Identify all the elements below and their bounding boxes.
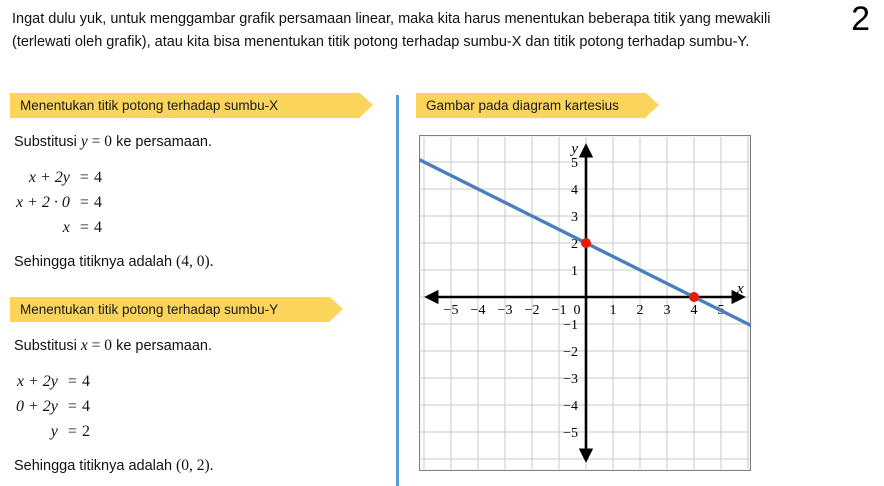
conclusion-prefix-y: Sehingga titiknya adalah: [14, 458, 177, 474]
equation-rhs: 4: [81, 397, 90, 415]
y-tick-label: −3: [563, 372, 578, 387]
x-tick-label: −5: [443, 303, 459, 318]
equation-row: [16, 419, 90, 444]
y-tick-label: 2: [571, 237, 578, 252]
x-tick-label: −3: [497, 303, 513, 318]
x-tick-label: 0: [573, 303, 581, 318]
equation-block-x: [16, 165, 102, 240]
banner-graph: [416, 93, 646, 118]
banner-arrow-icon: [330, 297, 343, 321]
equation-rel: =: [67, 397, 77, 415]
banner-y-intercept: [10, 297, 330, 322]
substitution-suffix-x: ke persamaan.: [112, 134, 212, 150]
vertical-divider: [396, 95, 399, 486]
equation-lhs: x + 2 · 0: [16, 193, 70, 211]
equation-row: [16, 394, 90, 419]
conclusion-prefix-x: Sehingga titiknya adalah: [14, 254, 177, 270]
y-tick-label: 3: [571, 210, 578, 225]
y-tick-label: 1: [571, 264, 578, 279]
equation-row: [16, 190, 102, 215]
substitution-line-y: [14, 337, 212, 355]
equation-rel: =: [79, 168, 89, 186]
cartesian-graph-svg: [419, 135, 751, 471]
y-tick-label: −1: [563, 318, 578, 333]
intro-paragraph: Ingat dulu yuk, untuk menggambar grafik persamaan linear, maka kita harus menentukan beberapa titik yang mewakili (terlewati oleh grafik), atau kita bisa menentukan titik potong terhadap sumbu-X dan titik potong terhadap sumbu-Y.: [12, 11, 771, 50]
substitution-value-x: 0: [104, 133, 113, 150]
x-tick-label: −1: [551, 303, 567, 318]
equation-block-y: [16, 369, 90, 444]
x-axis-label: x: [737, 281, 744, 297]
x-tick-label: 1: [609, 303, 617, 318]
y-tick-label: −2: [563, 345, 578, 360]
substitution-prefix-y: Substitusi: [14, 338, 81, 354]
banner-graph-label: Gambar pada diagram kartesius: [426, 98, 619, 113]
equation-row: [16, 215, 102, 240]
x-tick-label: 3: [663, 303, 671, 318]
equation-rhs: 2: [81, 422, 90, 440]
banner-x-intercept: [10, 93, 360, 118]
x-tick-label: 4: [690, 303, 698, 318]
equation-rhs: 4: [81, 372, 90, 390]
y-tick-label: 5: [571, 156, 578, 171]
substitution-prefix-x: Substitusi: [14, 134, 81, 150]
substitution-suffix-y: ke persamaan.: [112, 338, 212, 354]
x-tick-label: 2: [636, 303, 644, 318]
intro-block: [12, 8, 824, 54]
equation-rhs: 4: [93, 218, 102, 236]
y-axis-label: y: [571, 141, 578, 157]
equation-lhs: x + 2y: [16, 372, 58, 390]
data-point-marker: [689, 292, 699, 302]
page-number: 2: [851, 0, 870, 38]
equation-rel: =: [79, 218, 89, 236]
banner-y-intercept-label: Menentukan titik potong terhadap sumbu-Y: [20, 302, 279, 317]
substitution-rel-x: =: [87, 133, 105, 150]
substitution-var-x: y: [80, 133, 88, 150]
equation-lhs: x + 2y: [28, 168, 70, 186]
x-tick-label: −2: [524, 303, 540, 318]
cartesian-graph: [419, 135, 751, 471]
equation-rel: =: [67, 422, 77, 440]
substitution-rel-y: =: [87, 337, 105, 354]
equation-row: [16, 165, 102, 190]
banner-arrow-icon: [360, 93, 373, 117]
equation-rel: =: [79, 193, 89, 211]
y-tick-label: −4: [563, 399, 578, 414]
equation-lhs: y: [50, 422, 58, 440]
equation-rhs: 4: [93, 168, 102, 186]
substitution-value-y: 0: [104, 337, 113, 354]
equation-row: [16, 369, 90, 394]
conclusion-point-y: (0, 2).: [176, 457, 214, 474]
substitution-line-x: [14, 133, 212, 151]
equation-lhs: x: [62, 218, 70, 236]
y-tick-label: 4: [571, 183, 578, 198]
x-tick-label: −4: [470, 303, 486, 318]
equation-rel: =: [67, 372, 77, 390]
equation-rhs: 4: [93, 193, 102, 211]
data-point-marker: [581, 238, 591, 248]
equation-lhs: 0 + 2y: [16, 397, 58, 415]
banner-x-intercept-label: Menentukan titik potong terhadap sumbu-X: [20, 98, 279, 113]
banner-arrow-icon: [646, 93, 659, 117]
conclusion-point-x: (4, 0).: [176, 253, 214, 270]
conclusion-x: [14, 253, 214, 271]
conclusion-y: [14, 457, 214, 475]
y-tick-label: −5: [563, 426, 578, 441]
substitution-var-y: x: [80, 337, 88, 354]
